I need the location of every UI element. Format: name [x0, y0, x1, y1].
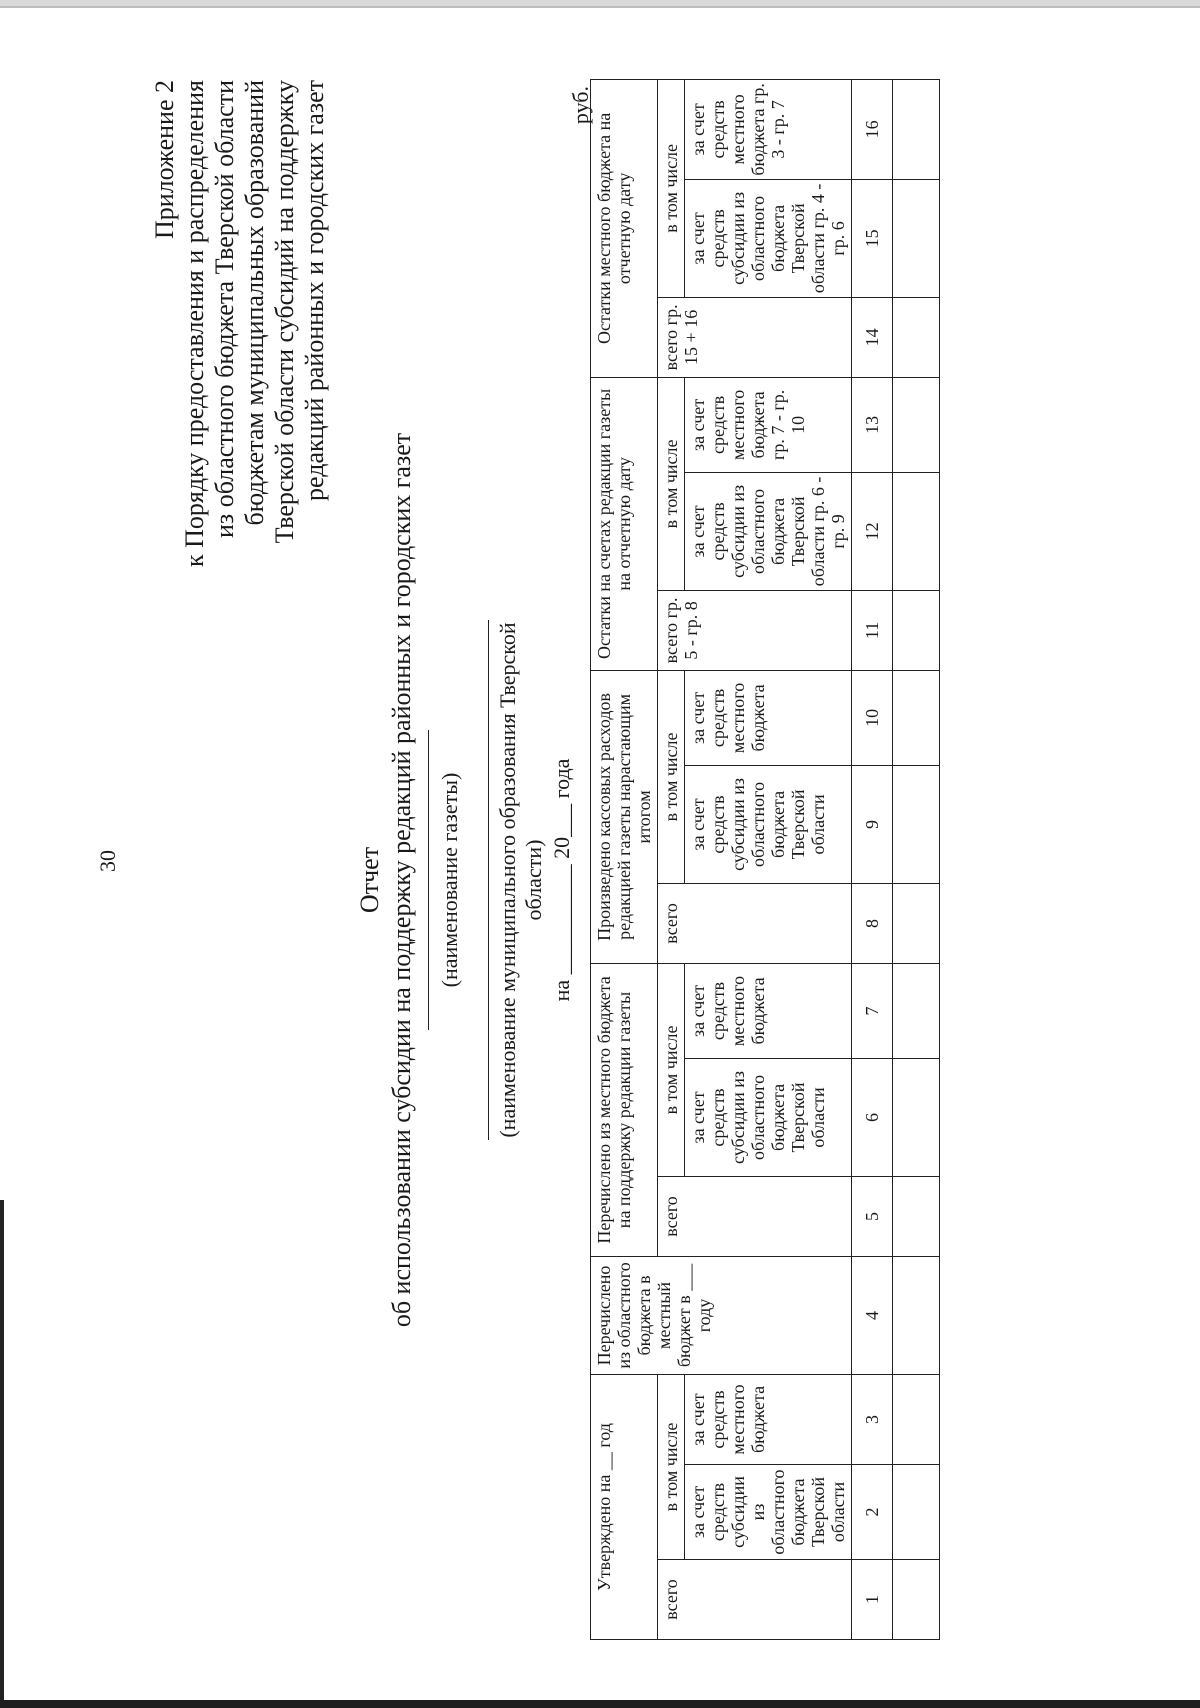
header-transferred-local: Перечислено из местного бюджета на поддержку редакции газеты [591, 963, 658, 1256]
header-regional-funds: за счет средств субсидии из областного бюджета Тверской области [685, 1465, 852, 1560]
report-date-line: на __________ 20___ года [549, 758, 574, 1002]
column-number: 2 [852, 1465, 893, 1560]
column-number: 12 [852, 472, 893, 590]
header-including: в том числе [658, 377, 685, 590]
header-total: всего [658, 1560, 852, 1640]
appendix-line: Приложение 2 [150, 80, 179, 240]
column-number: 5 [852, 1176, 893, 1256]
header-including: в том числе [658, 1374, 685, 1559]
column-number: 15 [852, 179, 893, 297]
column-number: 13 [852, 377, 893, 472]
column-number: 3 [852, 1374, 893, 1464]
column-number: 14 [852, 297, 893, 377]
header-transferred-regional: Перечислено из областного бюджета в местный бюджет в ___ году [591, 1256, 852, 1374]
column-number: 9 [852, 765, 893, 883]
appendix-line: к Порядку предоставления и распределения [180, 80, 209, 568]
appendix-line: Тверской области субсидий на поддержку [270, 80, 299, 544]
table-cell [893, 590, 940, 670]
header-including: в том числе [658, 963, 685, 1176]
header-total: всего [658, 1176, 852, 1256]
table-cell [893, 1256, 940, 1374]
empty-data-row [893, 79, 940, 1639]
header-including: в том числе [658, 670, 685, 883]
page-number: 30 [95, 850, 120, 872]
column-number: 6 [852, 1058, 893, 1176]
table-cell [893, 377, 940, 472]
table-cell [893, 179, 940, 297]
header-balance-editorial: Остатки на счетах редакции газеты на отчетную дату [591, 377, 658, 670]
table-cell [893, 1374, 940, 1464]
header-total-11: всего гр. 5 - гр. 8 [658, 590, 852, 670]
column-number: 7 [852, 963, 893, 1058]
table-cell [893, 765, 940, 883]
header-expenses: Произведено кассовых расходов редакцией газеты нарастающим итогом [591, 670, 658, 963]
municipality-field [488, 580, 575, 1180]
header-total: всего [658, 883, 852, 963]
header-local-13: за счет средств местного бюджета гр. 7 - гр. 10 [685, 377, 852, 472]
rotated-page-content [10, 60, 1190, 1700]
header-row-groups [591, 79, 658, 1639]
scan-edge-bottom [0, 1700, 1200, 1708]
report-table [590, 79, 940, 1640]
scan-edge-top-line [0, 6, 1200, 8]
header-local-16: за счет средств местного бюджета гр. 3 - гр. 7 [685, 79, 852, 179]
municipality-caption: (наименование муниципального образования Тверской области) [495, 622, 546, 1138]
report-title-main: Отчет [355, 846, 384, 914]
header-regional-funds: за счет средств субсидии из областного бюджета Тверской области [685, 765, 852, 883]
header-regional-12: за счет средств субсидии из областного бюджета Тверской области гр. 6 - гр. 9 [685, 472, 852, 590]
header-balance-local: Остатки местного бюджета на отчетную дату [591, 79, 658, 377]
currency-unit: руб. [568, 86, 593, 125]
column-number: 10 [852, 670, 893, 765]
appendix-line: редакций районных и городских газет [300, 80, 329, 501]
header-local-funds: за счет средств местного бюджета [685, 670, 852, 765]
table-cell [893, 472, 940, 590]
table-cell [893, 1560, 940, 1640]
report-title [355, 60, 417, 1700]
newspaper-caption: (наименование газеты) [437, 772, 462, 988]
header-regional-funds: за счет средств субсидии из областного бюджета Тверской области [685, 1058, 852, 1176]
fill-in-line [488, 620, 489, 1140]
table-cell [893, 1465, 940, 1560]
table-cell [893, 1176, 940, 1256]
header-local-funds: за счет средств местного бюджета [685, 963, 852, 1058]
header-local-funds: за счет средств местного бюджета [685, 1374, 852, 1464]
column-number: 1 [852, 1560, 893, 1640]
newspaper-name-field [428, 620, 463, 1140]
column-number: 8 [852, 883, 893, 963]
table-cell [893, 79, 940, 179]
header-approved: Утверждено на __ год [591, 1374, 658, 1639]
table-cell [893, 297, 940, 377]
appendix-line: бюджетам муниципальных образований [240, 80, 269, 526]
fill-in-line [428, 730, 429, 1030]
column-number: 11 [852, 590, 893, 670]
table-cell [893, 670, 940, 765]
report-title-sub: об использовании субсидии на поддержку редакций районных и городских газет [387, 432, 416, 1328]
header-row-subgroups [658, 79, 685, 1639]
table-cell [893, 963, 940, 1058]
column-number: 16 [852, 79, 893, 179]
table-cell [893, 1058, 940, 1176]
header-regional-15: за счет средств субсидии из областного бюджета Тверской области гр. 4 - гр. 6 [685, 179, 852, 297]
header-including: в том числе [658, 79, 685, 297]
appendix-line: из областного бюджета Тверской области [210, 80, 239, 538]
appendix-header [150, 80, 330, 1080]
column-number: 4 [852, 1256, 893, 1374]
table-cell [893, 883, 940, 963]
column-number-row [852, 79, 893, 1639]
scan-edge-left [0, 1200, 4, 1700]
header-total-14: всего гр. 15 + 16 [658, 297, 852, 377]
